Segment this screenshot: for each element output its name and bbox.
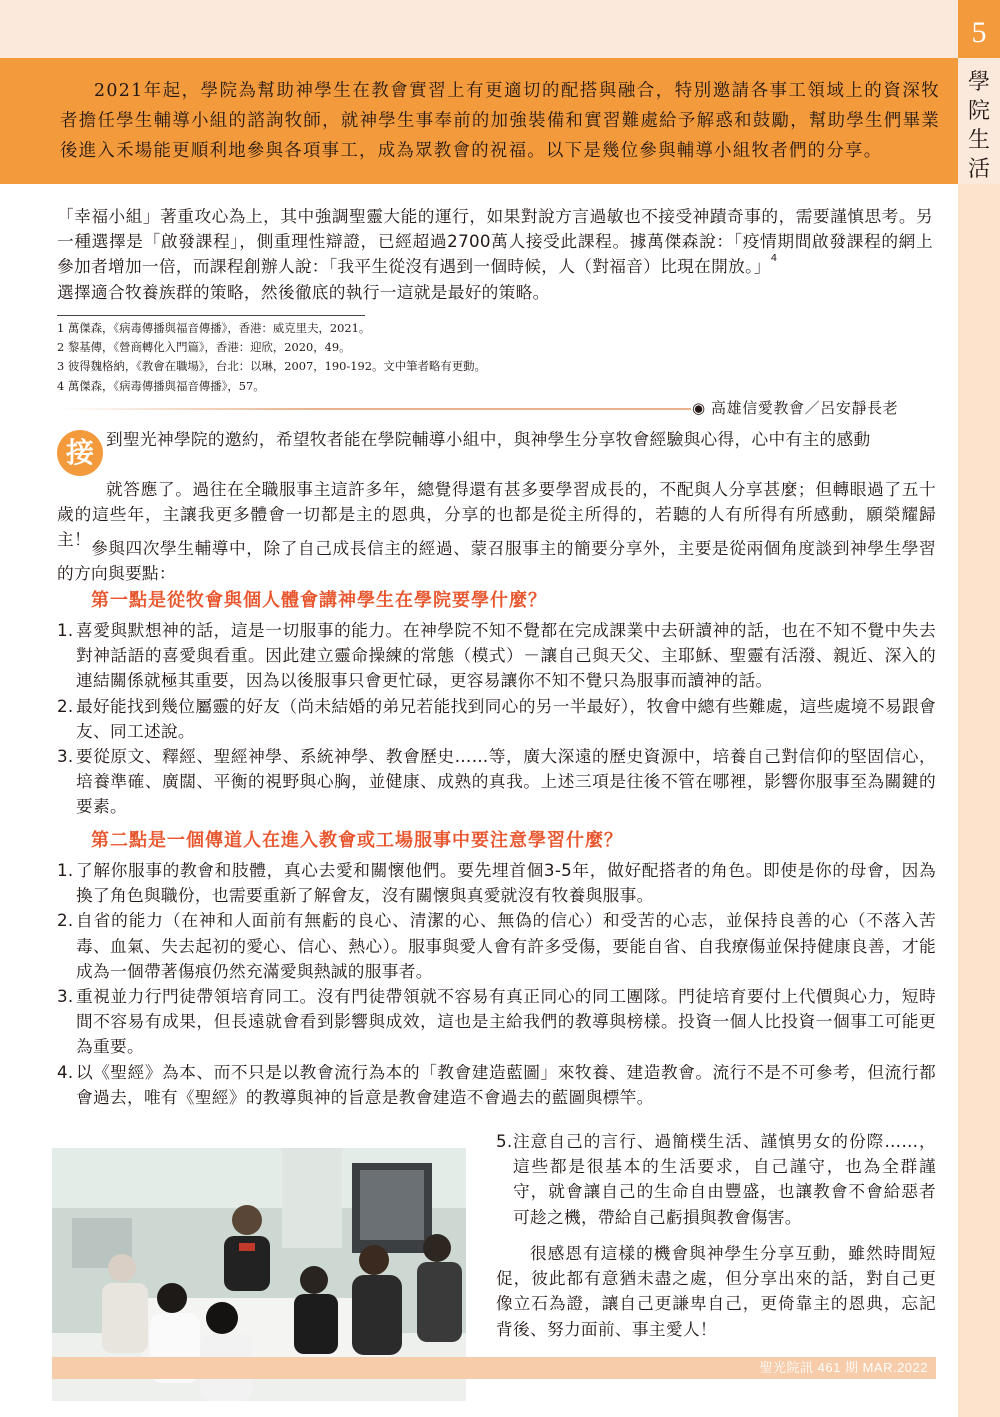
intro-paragraph: 參與四次學生輔導中，除了自己成長信主的經過、蒙召服事主的簡要分享外，主要是從兩個角度談到神學生學習的方向與要點： <box>57 538 936 584</box>
footnote-1: 1 萬傑森，《病毒傳播與福音傳播》，香港：威克里夫，2021。 <box>57 321 371 335</box>
page-number: 5 <box>958 0 1000 58</box>
article-continued-paragraph <box>57 204 933 305</box>
item-5-number: 5. <box>496 1131 513 1151</box>
article-text-part1: 「幸福小組」著重攻心為上，其中強調聖靈大能的運行，如果對說方言過敏也不接受神蹟奇事的，需要謹慎思考。另一種選擇是「啟發課程」，側重理性辯證，已經超過2700萬人接受此課程。據萬傑森說：「疫情期間啟發課程的網上參加者增加一倍，而課程創辦人說：「我平生從沒有遇到一個時候，人（對福音）比現在開放。」 <box>57 206 933 277</box>
footnote-reference: 4 <box>770 253 778 265</box>
list-item: 4. 以《聖經》為本、而不只是以教會流行為本的「教會建造藍圖」來牧養、建造教會。流行不是不可參考，但流行都會過去，唯有《聖經》的教導與神的旨意是教會建造不會過去的藍圖與標竿。 <box>57 1061 936 1107</box>
drop-cap-circle: 接 <box>57 430 103 476</box>
opening-line-1: 到聖光神學院的邀約，希望牧者能在學院輔導小組中，與神學生分享牧會經驗與心得，心中有主的感動 <box>106 429 871 449</box>
opening-paragraph: 就答應了。過往在全職服事主這許多年，總覺得還有甚多要學習成長的，不配與人分享甚麼；但轉眼過了五十歲的這些年，主讓我更多體會一切都是主的恩典，分享的也都是從主所得的，若聽的人有所得有所感動，願榮耀歸主！ <box>57 479 936 550</box>
closing-paragraph: 很感恩有這樣的機會與神學生分享互動，雖然時間短促，彼此都有意猶未盡之處，但分享出來的話，對自己更像立石為證，讓自己更謙卑自己，更倚靠主的恩典，忘記背後、努力面前、事主愛人！ <box>496 1243 936 1339</box>
section-label: 學 院 生 活 <box>958 58 1000 184</box>
author-byline: ◉ 高雄信愛教會／呂安靜長老 <box>692 399 899 417</box>
list-item: 3. 重視並力行門徒帶領培育同工。沒有門徒帶領就不容易有真正同心的同工團隊。門徒培育要付上代價與心力，短時間不容易有成果，但長遠就會看到影響與成效，這也是主給我們的教導與榜樣。投資一個人比投資一個事工可能更為重要。 <box>57 986 936 1057</box>
side-margin-strip <box>958 184 1000 1417</box>
footnote-2: 2 黎基傳，《營商轉化入門篇》，香港：迎欣，2020，49。 <box>57 340 351 355</box>
list-item: 2. 自省的能力（在神和人面前有無虧的良心、清潔的心、無偽的信心）和受苦的心志，並保持良善的心（不落入苦毒、血氣、失去起初的愛心、信心、熱心）。服事與愛人會有許多受傷，要能自省、自我療傷並保持健康良善，才能成為一個帶著傷痕仍然充滿愛與熱誠的服事者。 <box>57 910 936 981</box>
list-item: 2. 最好能找到幾位屬靈的好友（尚未結婚的弟兄若能找到同心的另一半最好），牧會中總有些難處，這些處境不易跟會友、同工述說。 <box>57 695 936 741</box>
footnotes <box>57 319 657 396</box>
footnote-divider <box>57 315 365 316</box>
item-5-text: 注意自己的言行、過簡樸生活、謹慎男女的份際……，這些都是很基本的生活要求，自己謹守，也為全群謹守，就會讓自己的生命自由豐盛，也讓教會不會給惡者可趁之機，帶給自己虧損與教會傷害。 <box>513 1131 936 1227</box>
point-1-heading: 第一點是從牧會與個人體會講神學生在學院要學什麼？ <box>91 590 547 611</box>
intro-text: 2021年起，學院為幫助神學生在教會實習上有更適切的配搭與融合，特別邀請各事工領域上的資深牧者擔任學生輔導小組的諮詢牧師，就神學生事奉前的加強裝備和實習難處給予解惑和鼓勵，幫助學生們畢業後進入禾場能更順利地參與各項事工，成為眾教會的祝福。以下是幾位參與輔導小組牧者們的分享。 <box>60 81 940 161</box>
list-item: 1. 了解你服事的教會和肢體，真心去愛和關懷他們。要先埋首個3-5年，做好配搭者的角色。即使是你的母會，因為換了角色與職份，也需要重新了解會友，沒有關懷與真愛就沒有牧養與服事。 <box>57 860 936 906</box>
point-1-list <box>57 618 936 820</box>
list-item: 3. 要從原文、釋經、聖經神學、系統神學、教會歷史……等，廣大深遠的歷史資源中，培養自己對信仰的堅固信心，培養準確、廣闊、平衡的視野與心胸，並健康、成熟的真我。上述三項是往後不管在哪裡，影響你服事至為關鍵的要素。 <box>57 746 936 817</box>
point-2-heading: 第二點是一個傳道人在進入教會或工場服事中要注意學習什麼？ <box>91 830 623 851</box>
article-text-part2: 選擇適合牧養族群的策略，然後徹底的執行一這就是最好的策略。 <box>57 281 550 302</box>
footnote-3: 3 彼得魏格納，《教會在職場》，台北：以琳，2007，190-192。文中筆者略有更動。 <box>57 359 486 374</box>
list-item: 1. 喜愛與默想神的話，這是一切服事的能力。在神學院不知不覺都在完成課業中去研讀神的話，也在不知不覺中失去對神話語的喜愛與看重。因此建立靈命操練的常態（模式）－讓自己與天父、主耶穌、聖靈有活潑、親近、深入的連結關係就極其重要，因為以後服事只會更忙碌，更容易讓你不知不覺只為服事而讀神的話。 <box>57 620 936 691</box>
byline-rule <box>59 408 691 410</box>
point-2-item-5 <box>496 1129 936 1230</box>
header-band <box>0 0 958 58</box>
point-2-list <box>57 858 936 1110</box>
footnote-4: 4 萬傑森，《病毒傳播與福音傳播》，57。 <box>57 378 265 393</box>
issue-info: 聖光院訊 461 期 MAR.2022 <box>759 1360 928 1375</box>
